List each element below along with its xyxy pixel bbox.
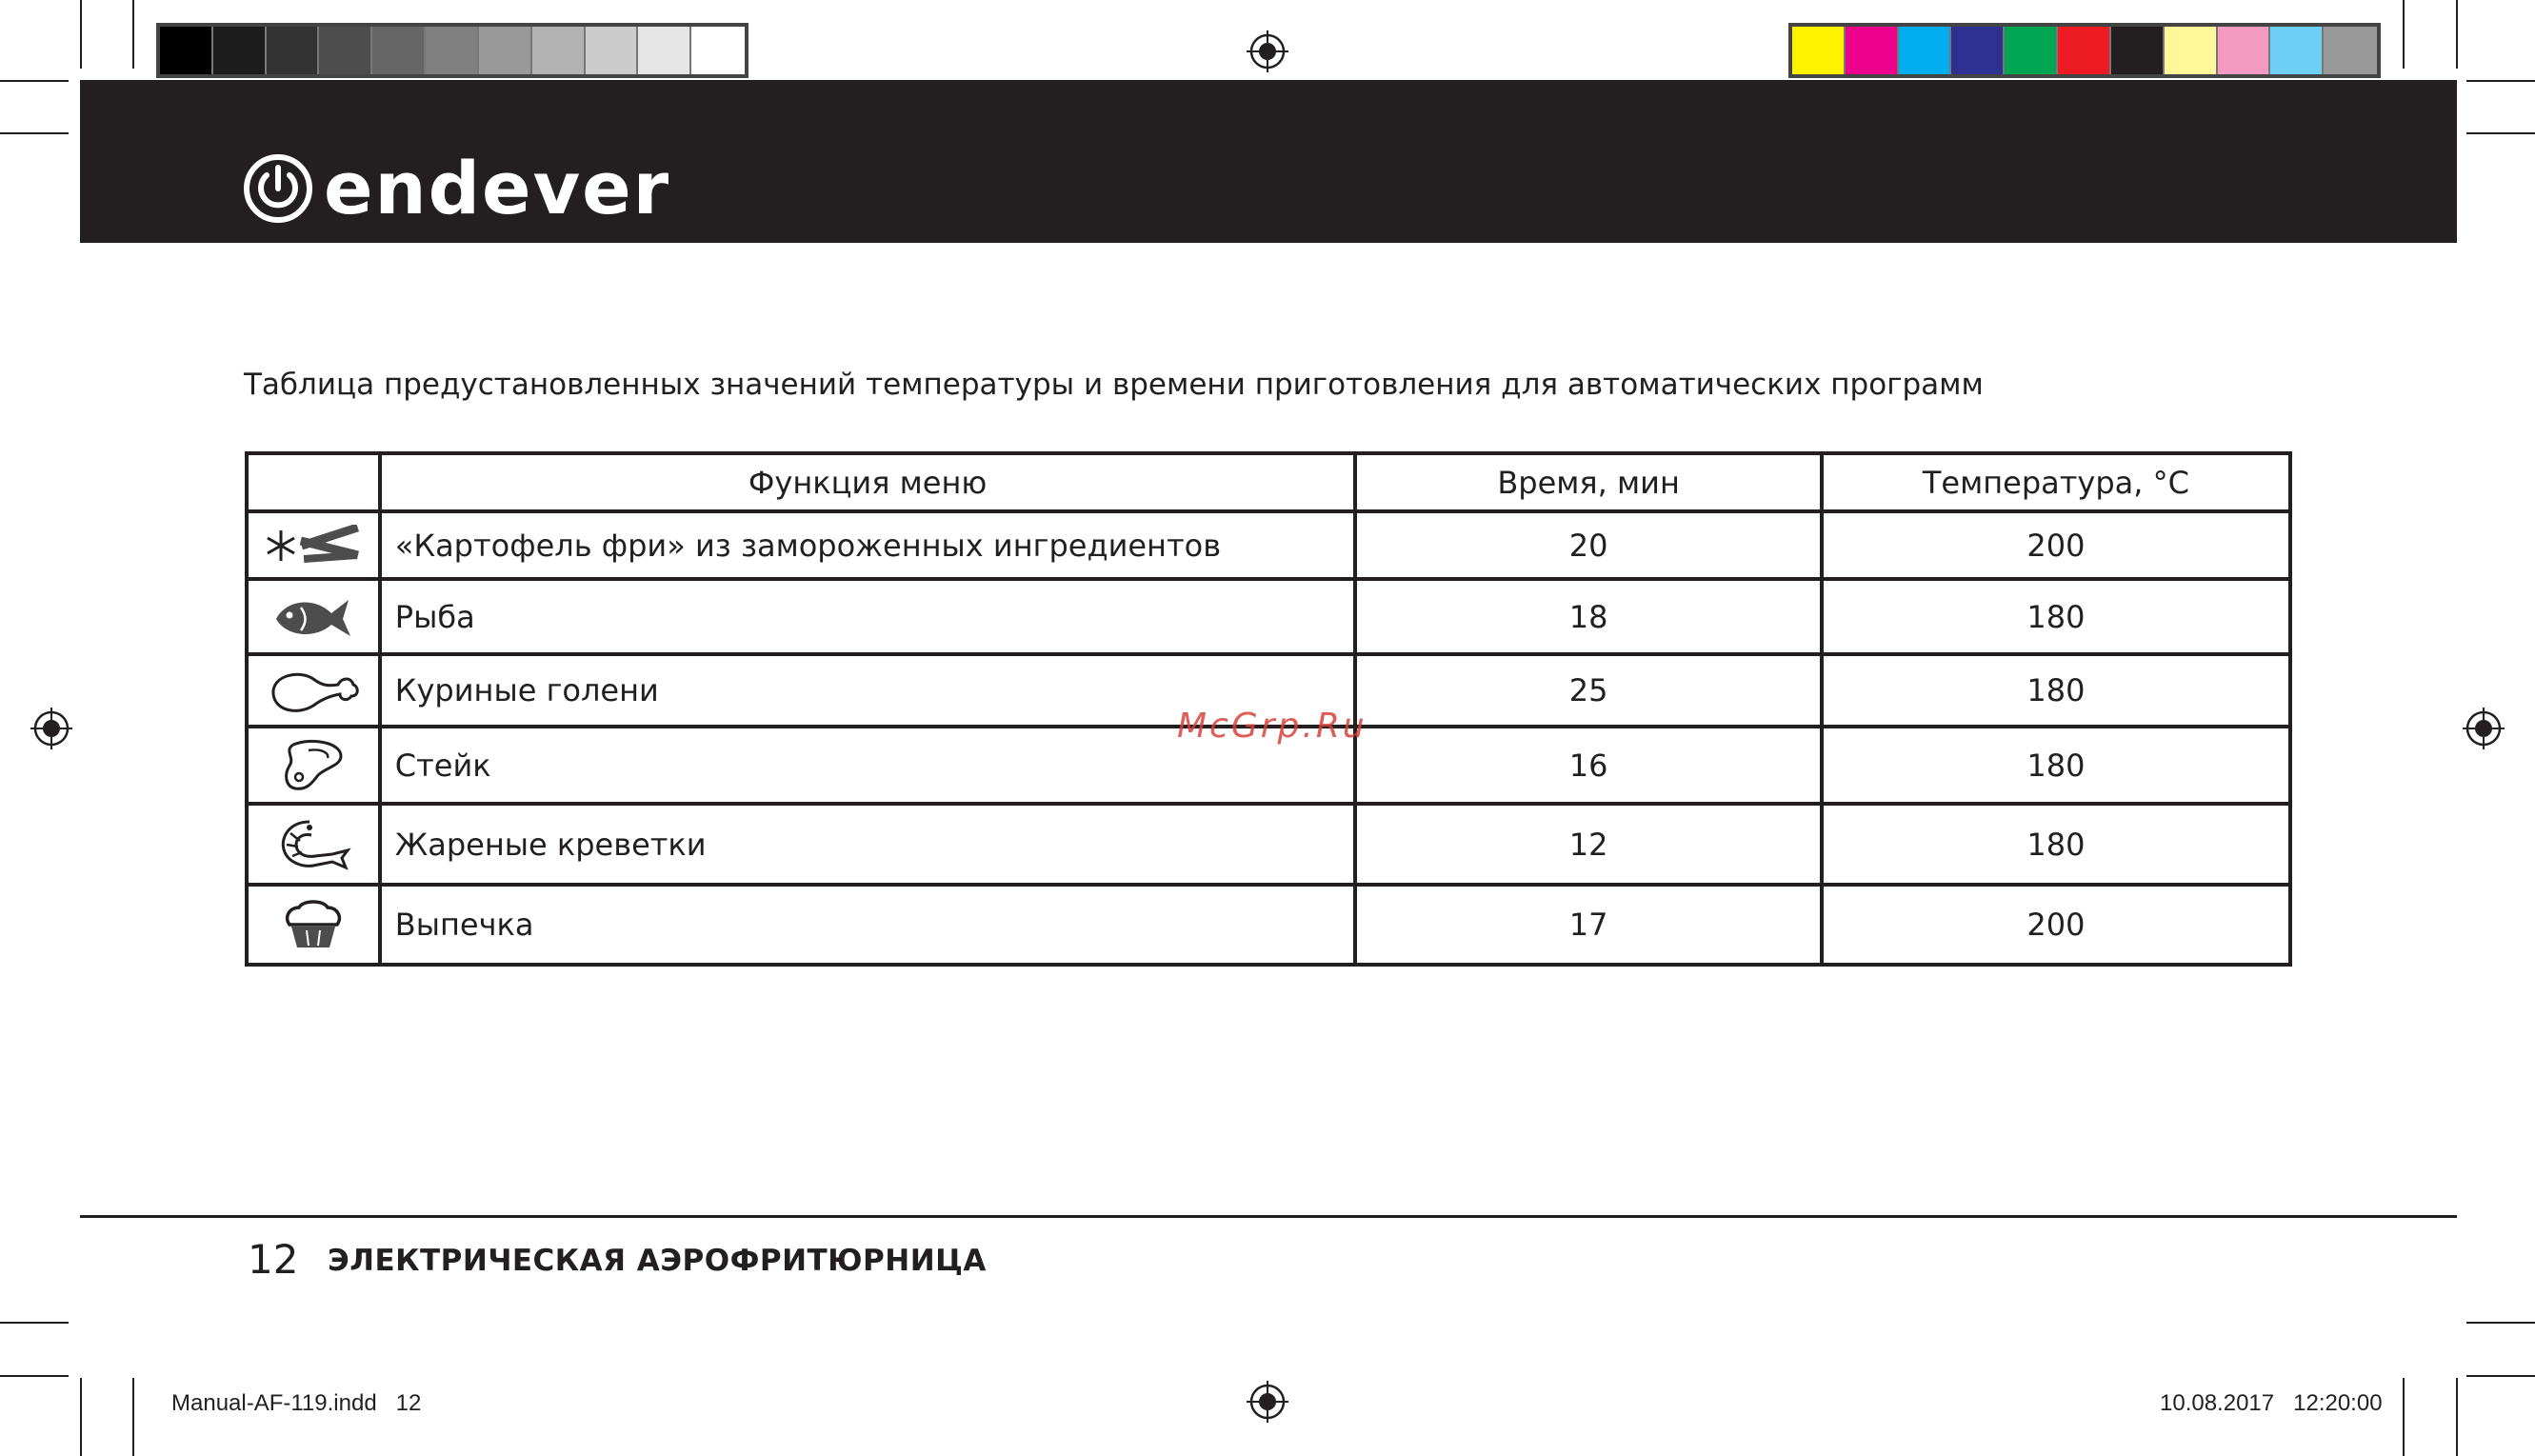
row-name: Жареные креветки [380, 804, 1356, 885]
row-time: 16 [1355, 727, 1821, 804]
row-temperature: 200 [1822, 511, 2290, 579]
gray-swatch [426, 27, 479, 74]
row-time: 20 [1355, 511, 1821, 579]
row-temperature: 180 [1822, 804, 2290, 885]
row-name: Выпечка [380, 885, 1356, 965]
crop-mark [2466, 1375, 2535, 1377]
color-swatch [1951, 27, 2005, 74]
gray-swatch [372, 27, 426, 74]
gray-swatch [479, 27, 532, 74]
row-name: «Картофель фри» из замороженных ингредиентов [380, 511, 1356, 579]
registration-mark-icon [30, 708, 72, 749]
table-caption: Таблица предустановленных значений температуры и времени приготовления для автоматических программ [244, 368, 1984, 402]
crop-mark [80, 1378, 82, 1456]
gray-swatch [213, 27, 267, 74]
row-time: 17 [1355, 885, 1821, 965]
gray-swatch [691, 27, 745, 74]
header-time: Время, мин [1355, 453, 1821, 511]
crop-mark [132, 1378, 134, 1456]
color-swatch [1899, 27, 1952, 74]
crop-mark [2466, 132, 2535, 134]
fish-icon [247, 579, 380, 654]
crop-mark [0, 1322, 69, 1324]
row-temperature: 180 [1822, 727, 2290, 804]
color-swatch [2218, 27, 2271, 74]
header-temperature: Температура, °С [1822, 453, 2290, 511]
grayscale-bar [156, 23, 749, 78]
slug-date: 10.08.2017 12:20:00 [2160, 1390, 2383, 1416]
row-time: 12 [1355, 804, 1821, 885]
row-temperature: 180 [1822, 579, 2290, 654]
frozen-fries-icon [247, 511, 380, 579]
slug-file: Manual-AF-119.indd 12 [171, 1390, 422, 1416]
row-name: Рыба [380, 579, 1356, 654]
steak-icon [247, 727, 380, 804]
crop-mark [2403, 0, 2405, 69]
cupcake-icon [247, 885, 380, 965]
table-row [247, 511, 2290, 579]
page-number: 12 [248, 1236, 299, 1283]
color-swatch [1846, 27, 1899, 74]
row-name: Куриные голени [380, 654, 1356, 727]
row-temperature: 200 [1822, 885, 2290, 965]
gray-swatch [638, 27, 691, 74]
row-temperature: 180 [1822, 654, 2290, 727]
shrimp-icon [247, 804, 380, 885]
header-function: Функция меню [380, 453, 1356, 511]
crop-mark [80, 0, 82, 69]
crop-mark [2466, 1322, 2535, 1324]
table-row [247, 885, 2290, 965]
crop-mark [2456, 0, 2458, 69]
color-swatch [2005, 27, 2058, 74]
color-swatch [2111, 27, 2165, 74]
crop-mark [0, 1375, 69, 1377]
registration-mark-icon [2463, 708, 2505, 749]
table-row [247, 804, 2290, 885]
footer-rule [80, 1215, 2457, 1218]
crop-mark [2466, 80, 2535, 82]
color-swatch [2058, 27, 2111, 74]
color-bar [1788, 23, 2381, 78]
color-swatch [1792, 27, 1846, 74]
gray-swatch [586, 27, 639, 74]
gray-swatch [319, 27, 372, 74]
color-swatch [2165, 27, 2218, 74]
gray-swatch [160, 27, 213, 74]
row-time: 25 [1355, 654, 1821, 727]
brand-logo [244, 146, 671, 230]
table-header-row [247, 453, 2290, 511]
header-icon-cell [247, 453, 380, 511]
watermark: McGrp.Ru [1177, 707, 1367, 746]
registration-mark-icon [1247, 1381, 1288, 1423]
table-row [247, 579, 2290, 654]
chicken-leg-icon [247, 654, 380, 727]
brand-name: endever [324, 146, 671, 230]
crop-mark [2403, 1378, 2405, 1456]
power-icon [244, 154, 312, 223]
gray-swatch [267, 27, 320, 74]
row-name: Стейк [380, 727, 1356, 804]
row-time: 18 [1355, 579, 1821, 654]
crop-mark [0, 80, 69, 82]
crop-mark [0, 132, 69, 134]
gray-swatch [532, 27, 586, 74]
color-swatch [2324, 27, 2377, 74]
crop-mark [132, 0, 134, 69]
crop-mark [2456, 1378, 2458, 1456]
page-title: ЭЛЕКТРИЧЕСКАЯ АЭРОФРИТЮРНИЦА [328, 1244, 987, 1278]
registration-mark-icon [1247, 30, 1288, 72]
color-swatch [2270, 27, 2324, 74]
